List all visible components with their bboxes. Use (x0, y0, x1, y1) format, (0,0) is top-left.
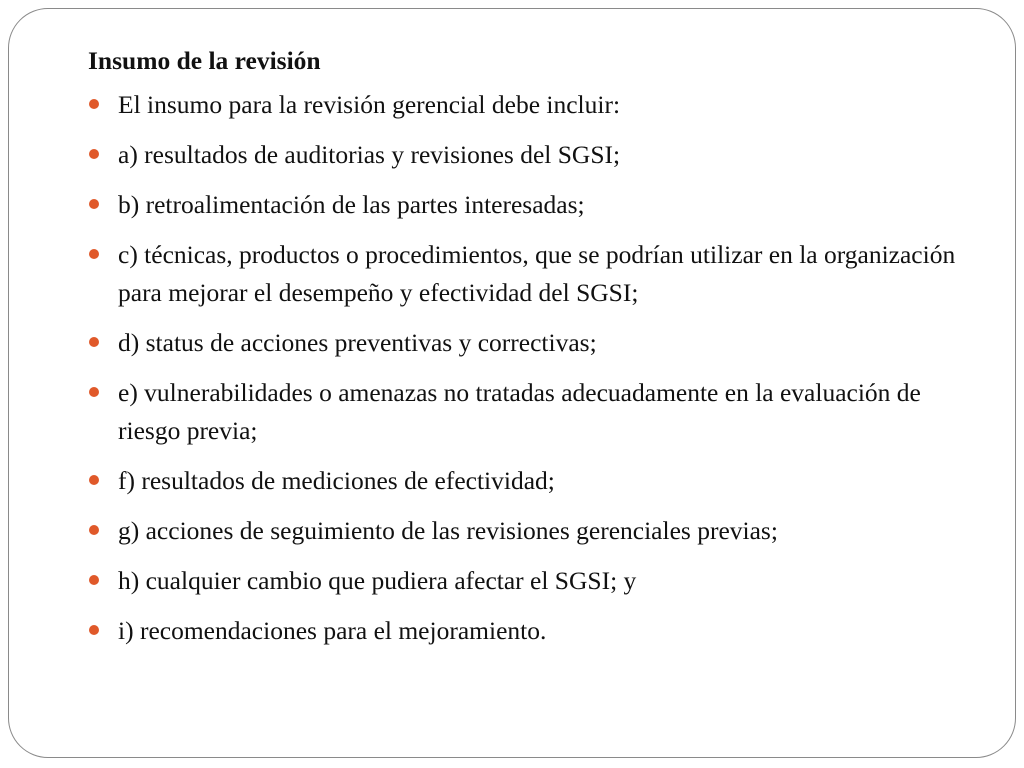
slide-heading: Insumo de la revisión (88, 46, 321, 75)
bullet-dot-icon (89, 387, 99, 397)
bullet-item (88, 236, 988, 312)
bullet-text: d) status de acciones preventivas y correctivas; (118, 328, 597, 357)
bullet-text: g) acciones de seguimiento de las revisiones gerenciales previas; (118, 516, 778, 545)
bullet-dot-icon (89, 149, 99, 159)
bullet-dot-icon (89, 199, 99, 209)
bullet-dot-icon (89, 625, 99, 635)
bullet-text: h) cualquier cambio que pudiera afectar el SGSI; y (118, 566, 637, 595)
bullet-dot-icon (89, 337, 99, 347)
bullet-dot-icon (89, 99, 99, 109)
bullet-item (88, 186, 988, 224)
bullet-list (88, 86, 988, 650)
bullet-dot-icon (89, 475, 99, 485)
bullet-text: b) retroalimentación de las partes interesadas; (118, 190, 585, 219)
slide-content (88, 40, 988, 662)
bullet-item (88, 374, 988, 450)
bullet-item (88, 324, 988, 362)
bullet-item (88, 136, 988, 174)
bullet-text: f) resultados de mediciones de efectividad; (118, 466, 555, 495)
bullet-text: a) resultados de auditorias y revisiones del SGSI; (118, 140, 621, 169)
bullet-dot-icon (89, 249, 99, 259)
bullet-text: c) técnicas, productos o procedimientos, que se podrían utilizar en la organización para mejorar el desempeño y efectividad del SGSI; (118, 240, 956, 307)
bullet-item (88, 86, 988, 124)
bullet-text: El insumo para la revisión gerencial debe incluir: (118, 90, 621, 119)
bullet-item (88, 612, 988, 650)
bullet-dot-icon (89, 525, 99, 535)
bullet-item (88, 462, 988, 500)
bullet-text: i) recomendaciones para el mejoramiento. (118, 616, 547, 645)
bullet-text: e) vulnerabilidades o amenazas no tratadas adecuadamente en la evaluación de riesgo previa; (118, 378, 921, 445)
bullet-item (88, 562, 988, 600)
bullet-item (88, 512, 988, 550)
bullet-dot-icon (89, 575, 99, 585)
